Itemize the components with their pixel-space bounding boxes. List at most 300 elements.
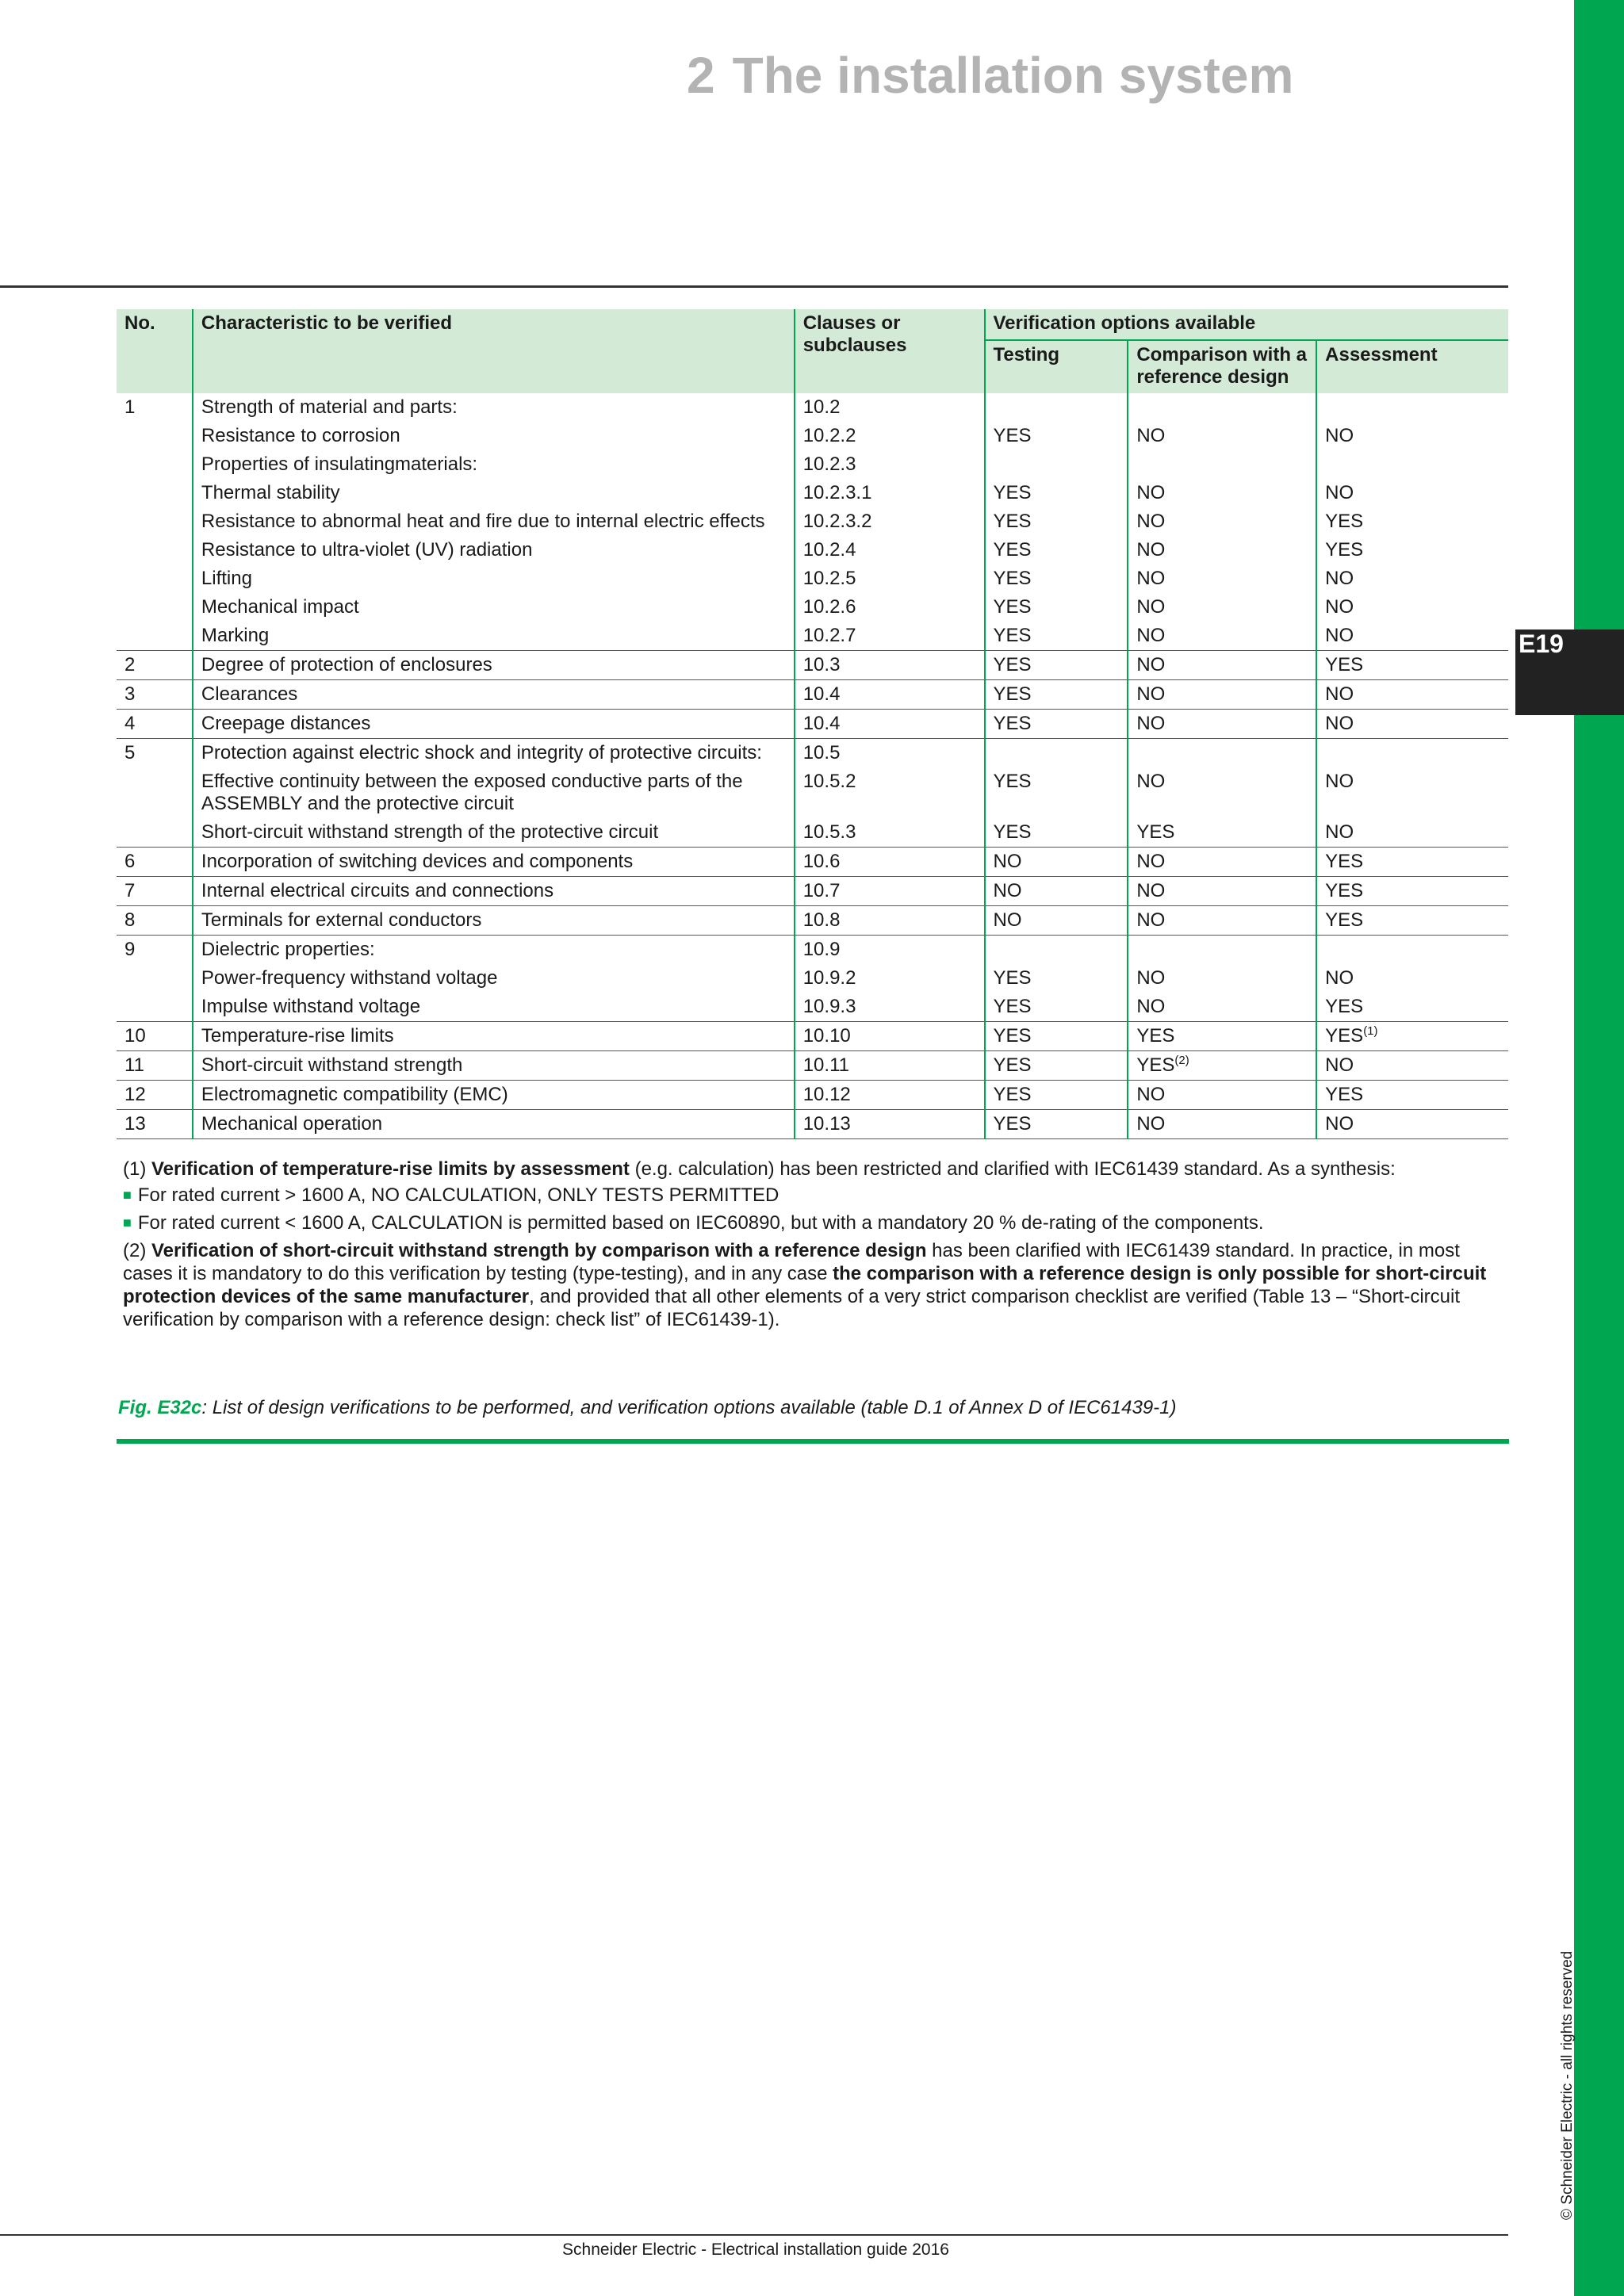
cell-clause-text: 10.2.5 [802, 568, 856, 589]
table-row [117, 710, 1508, 739]
cell-comparison-text: NO [1136, 482, 1166, 503]
cell-assessment-text: NO [1325, 821, 1354, 843]
cell-assessment-text: NO [1325, 771, 1354, 792]
cell-assessment [1316, 479, 1508, 507]
cell-no [117, 1022, 193, 1051]
cell-characteristic-text: Internal electrical circuits and connections [201, 880, 554, 901]
cell-testing [985, 818, 1128, 848]
cell-clause [795, 848, 985, 877]
cell-characteristic [193, 936, 795, 965]
cell-comparison [1128, 936, 1316, 965]
cell-comparison-text: NO [1136, 654, 1166, 675]
cell-clause [795, 906, 985, 936]
chapter-title-text: The installation system [732, 47, 1294, 104]
cell-assessment-text: NO [1325, 1054, 1354, 1076]
page-number: E19 [1519, 629, 1564, 658]
footnote-2-bold-2: the comparison with a reference design is only possible for short-circuit protection devices of the same manufacturer [123, 1263, 1487, 1307]
table-row [117, 507, 1508, 536]
header-clauses: Clauses or subclauses [795, 309, 985, 393]
cell-characteristic-text: Degree of protection of enclosures [201, 654, 492, 675]
cell-assessment [1316, 507, 1508, 536]
cell-comparison [1128, 818, 1316, 848]
header-characteristic: Characteristic to be verified [193, 309, 795, 393]
cell-testing [985, 848, 1128, 877]
cell-characteristic-text: Strength of material and parts: [201, 396, 458, 418]
cell-clause [795, 479, 985, 507]
cell-testing [985, 651, 1128, 680]
cell-characteristic-text: Resistance to corrosion [201, 425, 400, 446]
cell-assessment-text: NO [1325, 482, 1354, 503]
footnote-reference: (1) [1363, 1024, 1378, 1038]
cell-clause [795, 593, 985, 622]
table-row [117, 536, 1508, 564]
cell-clause [795, 818, 985, 848]
cell-comparison-text: NO [1136, 539, 1166, 561]
cell-assessment-text: NO [1325, 625, 1354, 646]
cell-characteristic-text: Thermal stability [201, 482, 340, 503]
cell-testing-text: YES [993, 1054, 1032, 1076]
verification-table [117, 309, 1508, 1139]
chapter-number: 2 [687, 47, 715, 104]
cell-clause-text: 10.5 [802, 742, 841, 763]
footnote-bullet-1 [123, 1184, 1503, 1208]
cell-testing-text: YES [993, 967, 1032, 989]
bottom-divider [0, 2234, 1508, 2236]
cell-characteristic-text: Power-frequency withstand voltage [201, 967, 498, 989]
cell-assessment-text: YES [1325, 511, 1364, 532]
header-comparison: Comparison with a reference design [1128, 340, 1316, 393]
footnote-2-marker: (2) [123, 1240, 151, 1261]
cell-comparison-text: NO [1136, 625, 1166, 646]
cell-characteristic-text: Properties of insulatingmaterials: [201, 453, 478, 475]
cell-characteristic [193, 422, 795, 450]
cell-comparison [1128, 964, 1316, 993]
footnote-bullet-1-text: For rated current > 1600 A, NO CALCULATION, ONLY TESTS PERMITTED [137, 1184, 779, 1206]
cell-clause [795, 507, 985, 536]
table-row [117, 1081, 1508, 1110]
cell-comparison-text: NO [1136, 1113, 1166, 1135]
cell-characteristic-text: Clearances [201, 683, 298, 705]
table-row [117, 993, 1508, 1022]
page-number-tab [1515, 629, 1624, 715]
cell-characteristic-text: Incorporation of switching devices and components [201, 851, 634, 872]
cell-clause [795, 993, 985, 1022]
caption-underline [117, 1439, 1509, 1444]
cell-testing [985, 450, 1128, 479]
page-footer [0, 2241, 1624, 2260]
cell-assessment-text: NO [1325, 568, 1354, 589]
table-row [117, 450, 1508, 479]
cell-no [117, 739, 193, 768]
cell-testing [985, 993, 1128, 1022]
cell-testing [985, 507, 1128, 536]
cell-assessment [1316, 393, 1508, 422]
cell-testing-text: YES [993, 713, 1032, 734]
cell-comparison [1128, 450, 1316, 479]
cell-comparison [1128, 536, 1316, 564]
cell-clause [795, 536, 985, 564]
cell-clause-text: 10.9.2 [802, 967, 856, 989]
table-row [117, 848, 1508, 877]
cell-no-text: 9 [124, 939, 136, 960]
table-row [117, 767, 1508, 818]
cell-comparison [1128, 393, 1316, 422]
table-row [117, 936, 1508, 965]
cell-clause [795, 1081, 985, 1110]
footer-text: Schneider Electric - Electrical installation guide 2016 [562, 2241, 949, 2259]
square-bullet-icon: ■ [123, 1187, 132, 1203]
cell-comparison-text: YES [1136, 1054, 1175, 1076]
cell-testing [985, 564, 1128, 593]
cell-assessment [1316, 818, 1508, 848]
cell-comparison-text: NO [1136, 425, 1166, 446]
cell-characteristic [193, 450, 795, 479]
cell-comparison [1128, 422, 1316, 450]
table-body [117, 393, 1508, 1139]
cell-characteristic [193, 818, 795, 848]
cell-no [117, 536, 193, 564]
cell-testing [985, 393, 1128, 422]
cell-no [117, 964, 193, 993]
cell-clause-text: 10.10 [802, 1025, 851, 1047]
cell-assessment-text: YES [1325, 1025, 1364, 1047]
cell-assessment [1316, 767, 1508, 818]
cell-no [117, 393, 193, 422]
cell-clause [795, 422, 985, 450]
footnote-2-bold-1: Verification of short-circuit withstand strength by comparison with a reference design [151, 1240, 927, 1261]
cell-testing [985, 622, 1128, 651]
cell-characteristic [193, 593, 795, 622]
table-row [117, 964, 1508, 993]
cell-characteristic [193, 564, 795, 593]
cell-clause-text: 10.4 [802, 713, 841, 734]
cell-clause [795, 964, 985, 993]
cell-comparison-text: NO [1136, 568, 1166, 589]
cell-clause [795, 936, 985, 965]
cell-comparison [1128, 1022, 1316, 1051]
table-row [117, 818, 1508, 848]
cell-assessment [1316, 1110, 1508, 1139]
cell-characteristic [193, 739, 795, 768]
cell-testing [985, 767, 1128, 818]
cell-testing-text: NO [993, 880, 1022, 901]
cell-characteristic-text: Temperature-rise limits [201, 1025, 394, 1047]
table-row [117, 1110, 1508, 1139]
table-row [117, 479, 1508, 507]
cell-comparison [1128, 710, 1316, 739]
table-row [117, 393, 1508, 422]
cell-characteristic-text: Protection against electric shock and integrity of protective circuits: [201, 742, 762, 763]
cell-assessment-text: YES [1325, 851, 1364, 872]
cell-characteristic-text: Terminals for external conductors [201, 909, 482, 931]
cell-assessment-text: NO [1325, 683, 1354, 705]
cell-assessment-text: YES [1325, 1084, 1364, 1105]
figure-caption-text: : List of design verifications to be performed, and verification options available (table D.1 of Annex D of IEC61439-1) [201, 1397, 1177, 1418]
cell-clause-text: 10.9.3 [802, 996, 856, 1017]
cell-no-text: 5 [124, 742, 136, 763]
cell-characteristic-text: Effective continuity between the exposed conductive parts of the ASSEMBLY and the protective circuit [201, 771, 743, 814]
top-divider [0, 285, 1508, 288]
cell-no-text: 11 [124, 1054, 144, 1076]
cell-clause-text: 10.9 [802, 939, 841, 960]
table-row [117, 680, 1508, 710]
table-row [117, 422, 1508, 450]
cell-testing-text: YES [993, 511, 1032, 532]
cell-testing [985, 877, 1128, 906]
cell-clause [795, 1022, 985, 1051]
cell-clause-text: 10.2.2 [802, 425, 856, 446]
cell-assessment [1316, 993, 1508, 1022]
cell-comparison [1128, 651, 1316, 680]
footnote-1-bold: Verification of temperature-rise limits by assessment [151, 1158, 630, 1180]
cell-characteristic [193, 479, 795, 507]
cell-assessment-text: NO [1325, 713, 1354, 734]
cell-clause [795, 710, 985, 739]
cell-assessment-text: YES [1325, 909, 1364, 931]
cell-testing [985, 422, 1128, 450]
cell-clause-text: 10.5.2 [802, 771, 856, 792]
cell-testing [985, 479, 1128, 507]
cell-no-text: 2 [124, 654, 136, 675]
cell-assessment [1316, 680, 1508, 710]
cell-testing [985, 1022, 1128, 1051]
cell-no [117, 1081, 193, 1110]
cell-testing-text: NO [993, 851, 1022, 872]
cell-assessment-text: NO [1325, 1113, 1354, 1135]
footnote-2-text-1: has been clarified with IEC61439 standard. In practice, in most cases it is mandatory to do this verification by testing (type-testing), and in any case [123, 1240, 1460, 1284]
cell-assessment [1316, 906, 1508, 936]
square-bullet-icon: ■ [123, 1215, 132, 1230]
cell-clause-text: 10.3 [802, 654, 841, 675]
cell-clause-text: 10.2.4 [802, 539, 856, 561]
cell-testing-text: YES [993, 1113, 1032, 1135]
cell-characteristic [193, 1051, 795, 1081]
cell-comparison [1128, 877, 1316, 906]
cell-testing [985, 964, 1128, 993]
header-testing: Testing [985, 340, 1128, 393]
cell-testing [985, 680, 1128, 710]
cell-comparison [1128, 848, 1316, 877]
cell-clause-text: 10.2.3.2 [802, 511, 872, 532]
cell-comparison [1128, 680, 1316, 710]
cell-assessment [1316, 936, 1508, 965]
cell-comparison [1128, 1051, 1316, 1081]
cell-no [117, 622, 193, 651]
cell-characteristic [193, 993, 795, 1022]
cell-testing-text: YES [993, 425, 1032, 446]
cell-comparison [1128, 767, 1316, 818]
cell-clause-text: 10.4 [802, 683, 841, 705]
cell-clause-text: 10.11 [802, 1054, 849, 1076]
cell-assessment-text: NO [1325, 596, 1354, 618]
cell-characteristic [193, 767, 795, 818]
cell-comparison-text: NO [1136, 996, 1166, 1017]
cell-no-text: 3 [124, 683, 136, 705]
cell-no-text: 7 [124, 880, 136, 901]
cell-clause [795, 739, 985, 768]
cell-comparison [1128, 507, 1316, 536]
cell-comparison-text: YES [1136, 821, 1175, 843]
cell-characteristic-text: Lifting [201, 568, 252, 589]
cell-clause [795, 877, 985, 906]
cell-clause-text: 10.5.3 [802, 821, 856, 843]
figure-label: Fig. E32c [118, 1397, 202, 1418]
cell-no [117, 848, 193, 877]
cell-no-text: 6 [124, 851, 136, 872]
cell-testing [985, 936, 1128, 965]
cell-characteristic-text: Mechanical impact [201, 596, 359, 618]
cell-assessment [1316, 622, 1508, 651]
cell-no [117, 680, 193, 710]
cell-no [117, 767, 193, 818]
cell-clause-text: 10.8 [802, 909, 841, 931]
cell-assessment [1316, 593, 1508, 622]
table-row [117, 739, 1508, 768]
cell-characteristic-text: Resistance to ultra-violet (UV) radiation [201, 539, 533, 561]
cell-comparison-text: NO [1136, 880, 1166, 901]
cell-characteristic-text: Short-circuit withstand strength [201, 1054, 463, 1076]
cell-clause [795, 1051, 985, 1081]
cell-characteristic [193, 964, 795, 993]
cell-no [117, 710, 193, 739]
cell-no [117, 936, 193, 965]
cell-no [117, 993, 193, 1022]
cell-clause-text: 10.2.7 [802, 625, 856, 646]
cell-comparison [1128, 593, 1316, 622]
cell-assessment-text: YES [1325, 654, 1364, 675]
cell-assessment [1316, 848, 1508, 877]
cell-characteristic-text: Creepage distances [201, 713, 371, 734]
cell-assessment [1316, 651, 1508, 680]
cell-characteristic [193, 507, 795, 536]
cell-no-text: 8 [124, 909, 136, 931]
cell-no [117, 450, 193, 479]
cell-testing-text: YES [993, 1084, 1032, 1105]
table-row [117, 651, 1508, 680]
cell-comparison-text: NO [1136, 909, 1166, 931]
cell-characteristic [193, 1022, 795, 1051]
cell-assessment [1316, 710, 1508, 739]
cell-testing-text: YES [993, 568, 1032, 589]
cell-clause-text: 10.13 [802, 1113, 851, 1135]
footnote-1-text: (e.g. calculation) has been restricted and clarified with IEC61439 standard. As a synthesis: [629, 1158, 1396, 1180]
cell-characteristic [193, 680, 795, 710]
table-row [117, 593, 1508, 622]
cell-characteristic [193, 1081, 795, 1110]
cell-testing [985, 710, 1128, 739]
cell-no [117, 906, 193, 936]
table-header [117, 309, 1508, 393]
cell-assessment [1316, 1022, 1508, 1051]
cell-testing [985, 1110, 1128, 1139]
cell-no-text: 4 [124, 713, 136, 734]
copyright-notice: © Schneider Electric - all rights reserved [1559, 1950, 1576, 2220]
cell-comparison [1128, 1081, 1316, 1110]
cell-characteristic [193, 877, 795, 906]
cell-clause-text: 10.2.6 [802, 596, 856, 618]
cell-assessment [1316, 564, 1508, 593]
table-row [117, 622, 1508, 651]
table-row [117, 1022, 1508, 1051]
footnote-1-marker: (1) [123, 1158, 151, 1180]
cell-no-text: 1 [124, 396, 136, 418]
cell-assessment-text: YES [1325, 539, 1364, 561]
cell-testing [985, 593, 1128, 622]
cell-clause [795, 622, 985, 651]
cell-clause-text: 10.12 [802, 1084, 851, 1105]
cell-clause-text: 10.2.3.1 [802, 482, 872, 503]
cell-assessment [1316, 1051, 1508, 1081]
cell-clause [795, 450, 985, 479]
cell-clause [795, 564, 985, 593]
header-verification-options: Verification options available [985, 309, 1509, 340]
cell-testing [985, 1051, 1128, 1081]
table-row [117, 906, 1508, 936]
cell-comparison [1128, 564, 1316, 593]
cell-assessment [1316, 739, 1508, 768]
footnote-reference: (2) [1174, 1054, 1189, 1067]
cell-clause [795, 393, 985, 422]
cell-characteristic [193, 393, 795, 422]
footnote-2-text-2: , and provided that all other elements of a very strict comparison checklist are verified (Table 13 – “Short-circuit verification by comparison with a reference design: check list” of IEC61439-1). [123, 1286, 1461, 1330]
cell-clause [795, 767, 985, 818]
cell-characteristic [193, 710, 795, 739]
cell-testing-text: YES [993, 539, 1032, 561]
cell-no-text: 12 [124, 1084, 146, 1105]
cell-testing-text: YES [993, 683, 1032, 705]
cell-no [117, 422, 193, 450]
cell-testing-text: YES [993, 482, 1032, 503]
footnotes [123, 1158, 1503, 1334]
cell-characteristic [193, 1110, 795, 1139]
cell-comparison-text: NO [1136, 771, 1166, 792]
cell-characteristic-text: Short-circuit withstand strength of the protective circuit [201, 821, 659, 843]
figure-caption [118, 1397, 1177, 1419]
cell-testing-text: YES [993, 996, 1032, 1017]
cell-testing-text: YES [993, 771, 1032, 792]
cell-assessment-text: YES [1325, 996, 1364, 1017]
cell-assessment-text: NO [1325, 425, 1354, 446]
footnote-bullet-2 [123, 1211, 1503, 1236]
cell-no [117, 1051, 193, 1081]
cell-comparison [1128, 622, 1316, 651]
cell-characteristic [193, 536, 795, 564]
cell-testing [985, 906, 1128, 936]
cell-no [117, 877, 193, 906]
cell-comparison-text: NO [1136, 683, 1166, 705]
cell-characteristic [193, 622, 795, 651]
cell-characteristic-text: Mechanical operation [201, 1113, 383, 1135]
cell-clause-text: 10.2.3 [802, 453, 856, 475]
cell-comparison-text: NO [1136, 713, 1166, 734]
cell-clause-text: 10.6 [802, 851, 841, 872]
cell-no [117, 1110, 193, 1139]
cell-assessment-text: YES [1325, 880, 1364, 901]
footnote-1 [123, 1158, 1503, 1181]
cell-characteristic-text: Resistance to abnormal heat and fire due to internal electric effects [201, 511, 765, 532]
cell-assessment [1316, 536, 1508, 564]
cell-assessment [1316, 877, 1508, 906]
cell-no-text: 10 [124, 1025, 146, 1047]
cell-characteristic-text: Marking [201, 625, 270, 646]
table-row [117, 1051, 1508, 1081]
cell-no [117, 593, 193, 622]
cell-comparison-text: NO [1136, 851, 1166, 872]
cell-testing-text: YES [993, 1025, 1032, 1047]
cell-comparison-text: NO [1136, 511, 1166, 532]
cell-clause-text: 10.2 [802, 396, 841, 418]
cell-characteristic [193, 848, 795, 877]
